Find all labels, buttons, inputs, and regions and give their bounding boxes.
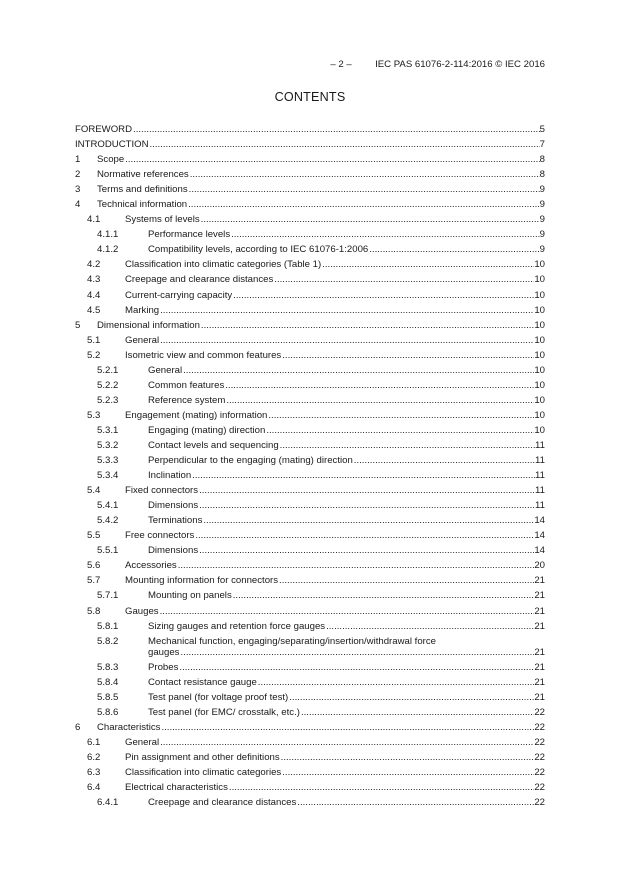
toc-entry-line xyxy=(125,528,545,543)
toc-entry-title: Contact levels and sequencing xyxy=(148,439,279,451)
toc-entry-title: Systems of levels xyxy=(125,214,200,226)
toc-entry-page: 20 xyxy=(534,560,545,572)
dot-leader xyxy=(190,167,540,182)
toc-entry-page: 10 xyxy=(534,424,545,436)
toc-entry[interactable] xyxy=(75,348,545,363)
toc-entry[interactable] xyxy=(75,588,545,603)
toc-entry[interactable] xyxy=(75,408,545,423)
toc-entry-line xyxy=(148,423,545,438)
toc-entry[interactable] xyxy=(75,750,545,765)
toc-entry-line xyxy=(148,690,545,705)
toc-entry-title: FOREWORD xyxy=(75,124,133,135)
toc-entry-page: 11 xyxy=(535,439,545,451)
toc-entry-title: Dimensions xyxy=(148,545,199,557)
toc-entry-line xyxy=(125,765,545,780)
toc-entry-title: Characteristics xyxy=(97,721,161,733)
toc-entry-title: Classification into climatic categories xyxy=(125,766,282,778)
toc-entry-title: Marking xyxy=(125,304,160,316)
toc-entry[interactable] xyxy=(75,137,545,152)
toc-entry-title: Isometric view and common features xyxy=(125,349,282,361)
dot-leader xyxy=(160,735,534,750)
dot-leader xyxy=(322,257,534,272)
toc-entry[interactable] xyxy=(75,558,545,573)
toc-entry-number: 4.1.2 xyxy=(97,244,119,256)
toc-entry-title: General xyxy=(125,736,160,748)
dot-leader xyxy=(133,122,540,137)
toc-entry-title: Gauges xyxy=(125,605,159,617)
toc-entry-page: 10 xyxy=(534,259,545,271)
toc-entry-number: 5.2.2 xyxy=(97,379,119,391)
toc-entry-number: 6.4.1 xyxy=(97,797,119,809)
toc-entry-title: Probes xyxy=(148,661,179,673)
toc-entry-number: 5.7.1 xyxy=(97,590,119,602)
toc-entry-number: 6.1 xyxy=(87,736,101,748)
toc-entry-title: Classification into climatic categories (Table 1) xyxy=(125,259,322,271)
toc-entry-number: 4.5 xyxy=(87,304,101,316)
dot-leader xyxy=(192,468,535,483)
toc-entry-number: 4 xyxy=(75,199,81,211)
toc-entry-title-continued: gauges xyxy=(148,646,180,658)
dot-leader xyxy=(160,604,535,619)
toc-entry-number: 5.1 xyxy=(87,334,101,346)
dot-leader xyxy=(199,498,535,513)
toc-entry-page: 8 xyxy=(539,169,545,181)
toc-entry[interactable] xyxy=(75,528,545,543)
toc-entry-page: 21 xyxy=(534,620,545,632)
toc-entry-page: 10 xyxy=(534,409,545,421)
toc-entry-line xyxy=(125,604,545,619)
toc-entry-title: Test panel (for voltage proof test) xyxy=(148,691,289,703)
dot-leader xyxy=(231,227,540,242)
toc-entry[interactable] xyxy=(75,619,545,634)
toc-entry-page: 21 xyxy=(534,661,545,673)
dot-leader xyxy=(180,645,534,660)
toc-entry-number: 5.8.4 xyxy=(97,676,119,688)
toc-entry-line xyxy=(125,750,545,765)
toc-entry-number: 2 xyxy=(75,169,81,181)
dot-leader xyxy=(226,393,534,408)
toc-entry-line xyxy=(97,720,545,735)
dot-leader xyxy=(201,212,540,227)
toc-entry-page: 21 xyxy=(534,575,545,587)
toc-entry-line xyxy=(148,705,545,720)
dot-leader xyxy=(229,780,534,795)
dot-leader xyxy=(233,288,534,303)
toc-entry-line xyxy=(75,137,545,152)
toc-entry-title: Fixed connectors xyxy=(125,485,199,497)
toc-entry-line xyxy=(97,167,545,182)
toc-entry-title: Dimensions xyxy=(148,500,199,512)
toc-entry-title: Dimensional information xyxy=(97,319,200,331)
toc-entry-line xyxy=(125,558,545,573)
dot-leader xyxy=(266,423,534,438)
toc-entry[interactable] xyxy=(75,303,545,318)
toc-entry[interactable] xyxy=(75,705,545,720)
toc-entry-line xyxy=(148,675,545,690)
toc-entry-number: 6 xyxy=(75,721,81,733)
dot-leader xyxy=(297,795,534,810)
toc-entry-page: 9 xyxy=(539,214,545,226)
dot-leader xyxy=(203,513,534,528)
toc-entry[interactable] xyxy=(75,573,545,588)
dot-leader xyxy=(199,483,535,498)
toc-entry-number: 4.4 xyxy=(87,289,101,301)
page-number: – 2 – xyxy=(330,59,352,70)
dot-leader xyxy=(199,543,534,558)
dot-leader xyxy=(274,272,534,287)
toc-entry-title: Terms and definitions xyxy=(97,184,188,196)
toc-entry-page: 11 xyxy=(535,455,545,467)
toc-entry-page: 14 xyxy=(534,515,545,527)
toc-entry[interactable] xyxy=(75,780,545,795)
toc-entry-line xyxy=(125,303,545,318)
toc-entry-title: Scope xyxy=(97,154,125,166)
toc-entry-page: 10 xyxy=(534,319,545,331)
toc-entry-page: 22 xyxy=(534,736,545,748)
toc-entry[interactable] xyxy=(75,498,545,513)
toc-entry-title: Accessories xyxy=(125,560,177,572)
toc-entry-page: 10 xyxy=(534,379,545,391)
dot-leader xyxy=(189,182,540,197)
toc-entry-line xyxy=(75,122,545,137)
toc-entry[interactable] xyxy=(75,513,545,528)
toc-entry-number: 5 xyxy=(75,319,81,331)
toc-entry-number: 5.4.1 xyxy=(97,500,119,512)
toc-entry[interactable] xyxy=(75,438,545,453)
toc-entry-title: Creepage and clearance distances xyxy=(125,274,274,286)
dot-leader xyxy=(225,378,534,393)
dot-leader xyxy=(369,242,539,257)
toc-entry-title: Inclination xyxy=(148,470,192,482)
toc-entry-line xyxy=(125,573,545,588)
toc-entry-page: 14 xyxy=(534,530,545,542)
toc-entry-page: 10 xyxy=(534,364,545,376)
toc-entry-number: 5.8.2 xyxy=(97,635,119,647)
toc-entry-title: General xyxy=(125,334,160,346)
toc-entry-page: 10 xyxy=(534,349,545,361)
toc-entry-number: 4.1 xyxy=(87,214,101,226)
toc-entry-number: 5.3.2 xyxy=(97,439,119,451)
dot-leader xyxy=(183,363,534,378)
toc-entry-page: 9 xyxy=(539,244,545,256)
toc-entry-number: 6.4 xyxy=(87,781,101,793)
toc-entry-title: Mounting on panels xyxy=(148,590,232,602)
dot-leader xyxy=(179,660,534,675)
toc-entry-number: 5.2.3 xyxy=(97,394,119,406)
toc-entry-page: 21 xyxy=(534,691,545,703)
toc-entry[interactable] xyxy=(75,167,545,182)
dot-leader xyxy=(282,765,534,780)
toc-entry-page: 11 xyxy=(535,470,545,482)
dot-leader xyxy=(279,573,534,588)
toc-entry-line xyxy=(148,453,545,468)
toc-entry-page: 14 xyxy=(534,545,545,557)
toc-entry-title: Pin assignment and other definitions xyxy=(125,751,280,763)
toc-entry[interactable] xyxy=(75,182,545,197)
toc-entry-title: General xyxy=(148,364,183,376)
toc-entry-number: 5.4.2 xyxy=(97,515,119,527)
dot-leader xyxy=(125,152,539,167)
dot-leader xyxy=(150,137,540,152)
dot-leader xyxy=(161,720,534,735)
dot-leader xyxy=(354,453,535,468)
toc-entry-page: 11 xyxy=(535,485,545,497)
dot-leader xyxy=(178,558,535,573)
toc-entry-line xyxy=(148,645,545,660)
toc-entry-page: 11 xyxy=(535,500,545,512)
table-of-contents xyxy=(75,122,545,810)
toc-entry-title: Contact resistance gauge xyxy=(148,676,257,688)
toc-entry-line xyxy=(97,152,545,167)
toc-entry-line xyxy=(125,272,545,287)
toc-entry-number: 5.8.3 xyxy=(97,661,119,673)
dot-leader xyxy=(281,750,535,765)
toc-entry-line xyxy=(148,513,545,528)
toc-entry-number: 4.3 xyxy=(87,274,101,286)
toc-entry-page: 21 xyxy=(534,590,545,602)
toc-entry[interactable] xyxy=(75,690,545,705)
toc-entry-page: 22 xyxy=(534,766,545,778)
toc-entry[interactable] xyxy=(75,212,545,227)
contents-title: CONTENTS xyxy=(274,90,346,104)
toc-entry-line xyxy=(148,660,545,675)
toc-entry-line xyxy=(148,619,545,634)
toc-entry-number: 4.1.1 xyxy=(97,229,119,241)
toc-entry-title: Technical information xyxy=(97,199,188,211)
toc-entry[interactable] xyxy=(75,660,545,675)
toc-entry-title: Engaging (mating) direction xyxy=(148,424,266,436)
toc-entry-title: Normative references xyxy=(97,169,189,181)
toc-entry[interactable] xyxy=(75,242,545,257)
toc-entry[interactable] xyxy=(75,227,545,242)
toc-entry-line xyxy=(97,318,545,333)
toc-entry-page: 10 xyxy=(534,394,545,406)
toc-entry-title: Perpendicular to the engaging (mating) direction xyxy=(148,455,353,467)
toc-entry-line xyxy=(148,363,545,378)
toc-entry-number: 5.5.1 xyxy=(97,545,119,557)
toc-entry-page: 10 xyxy=(534,274,545,286)
toc-entry[interactable] xyxy=(75,152,545,167)
toc-entry-number: 5.4 xyxy=(87,485,101,497)
toc-entry-line xyxy=(148,468,545,483)
toc-entry-page: 22 xyxy=(534,721,545,733)
toc-entry-number: 5.3.3 xyxy=(97,455,119,467)
toc-entry-title: Common features xyxy=(148,379,225,391)
toc-entry-line xyxy=(125,408,545,423)
toc-entry-line xyxy=(125,288,545,303)
dot-leader xyxy=(326,619,534,634)
toc-entry-page: 21 xyxy=(534,605,545,617)
toc-entry[interactable] xyxy=(75,483,545,498)
toc-entry-title: Mounting information for connectors xyxy=(125,575,279,587)
toc-entry-line xyxy=(148,393,545,408)
toc-entry-line xyxy=(148,242,545,257)
toc-entry[interactable] xyxy=(75,197,545,212)
toc-entry-title: Test panel (for EMC/ crosstalk, etc.) xyxy=(148,706,300,718)
toc-entry[interactable] xyxy=(75,720,545,735)
toc-entry-line xyxy=(125,483,545,498)
toc-entry-number: 5.8.1 xyxy=(97,620,119,632)
toc-entry[interactable] xyxy=(75,604,545,619)
toc-entry-number: 5.7 xyxy=(87,575,101,587)
toc-entry-title: Engagement (mating) information xyxy=(125,409,268,421)
toc-entry-line xyxy=(125,348,545,363)
toc-entry-number: 1 xyxy=(75,154,81,166)
toc-entry-number: 6.2 xyxy=(87,751,101,763)
toc-entry-number: 6.3 xyxy=(87,766,101,778)
toc-entry-number: 5.8.5 xyxy=(97,691,119,703)
toc-entry[interactable] xyxy=(75,634,545,660)
page-header xyxy=(330,59,545,70)
toc-entry-title: Sizing gauges and retention force gauges xyxy=(148,620,326,632)
toc-entry-page: 10 xyxy=(534,289,545,301)
toc-entry-page: 9 xyxy=(539,199,545,211)
toc-entry[interactable] xyxy=(75,468,545,483)
dot-leader xyxy=(258,675,535,690)
toc-entry-number: 5.8 xyxy=(87,605,101,617)
toc-entry-page: 5 xyxy=(539,124,545,135)
toc-entry-page: 8 xyxy=(539,154,545,166)
toc-entry-line xyxy=(148,498,545,513)
toc-entry-title: Terminations xyxy=(148,515,203,527)
toc-entry[interactable] xyxy=(75,453,545,468)
toc-entry[interactable] xyxy=(75,333,545,348)
toc-entry-line xyxy=(97,197,545,212)
toc-entry[interactable] xyxy=(75,543,545,558)
toc-entry-number: 5.3.4 xyxy=(97,470,119,482)
dot-leader xyxy=(201,318,534,333)
toc-entry-page: 10 xyxy=(534,334,545,346)
toc-entry-title: Mechanical function, engaging/separating/insertion/withdrawal force xyxy=(148,635,436,647)
toc-entry-line xyxy=(148,588,545,603)
toc-entry-title: Compatibility levels, according to IEC 61076-1:2006 xyxy=(148,244,369,256)
toc-entry[interactable] xyxy=(75,393,545,408)
toc-entry-page: 21 xyxy=(534,646,545,658)
dot-leader xyxy=(280,438,535,453)
toc-entry-line xyxy=(148,227,545,242)
toc-entry-number: 5.6 xyxy=(87,560,101,572)
toc-entry[interactable] xyxy=(75,363,545,378)
toc-entry-page: 7 xyxy=(539,139,545,151)
toc-entry-line xyxy=(125,257,545,272)
toc-entry-page: 22 xyxy=(534,797,545,809)
toc-entry[interactable] xyxy=(75,795,545,810)
toc-entry-line xyxy=(125,333,545,348)
toc-entry-number: 5.3.1 xyxy=(97,424,119,436)
toc-entry-page: 22 xyxy=(534,751,545,763)
toc-entry-title: INTRODUCTION xyxy=(75,139,149,151)
toc-entry-page: 9 xyxy=(539,229,545,241)
dot-leader xyxy=(195,528,534,543)
toc-entry-number: 3 xyxy=(75,184,81,196)
toc-entry-page: 22 xyxy=(534,781,545,793)
toc-entry-number: 5.8.6 xyxy=(97,706,119,718)
toc-entry-line xyxy=(148,795,545,810)
toc-entry-line xyxy=(97,182,545,197)
toc-entry-title: Reference system xyxy=(148,394,226,406)
toc-entry-page: 9 xyxy=(539,184,545,196)
dot-leader xyxy=(233,588,535,603)
toc-entry-line xyxy=(125,212,545,227)
dot-leader xyxy=(289,690,534,705)
toc-entry[interactable] xyxy=(75,122,545,137)
toc-entry[interactable] xyxy=(75,318,545,333)
toc-entry-line xyxy=(148,438,545,453)
dot-leader xyxy=(268,408,534,423)
toc-entry-title: Current-carrying capacity xyxy=(125,289,233,301)
toc-entry-page: 22 xyxy=(534,706,545,718)
toc-entry-line xyxy=(125,780,545,795)
document-reference: IEC PAS 61076-2-114:2016 © IEC 2016 xyxy=(375,59,545,70)
toc-entry-number: 5.5 xyxy=(87,530,101,542)
toc-entry-page: 21 xyxy=(534,676,545,688)
toc-entry[interactable] xyxy=(75,735,545,750)
dot-leader xyxy=(282,348,534,363)
toc-entry-title: Creepage and clearance distances xyxy=(148,797,297,809)
dot-leader xyxy=(160,303,534,318)
toc-entry-title: Electrical characteristics xyxy=(125,781,228,793)
toc-entry-line xyxy=(148,543,545,558)
toc-entry-number: 5.3 xyxy=(87,409,101,421)
toc-entry[interactable] xyxy=(75,675,545,690)
toc-entry-number: 5.2 xyxy=(87,349,101,361)
toc-entry[interactable] xyxy=(75,765,545,780)
toc-entry-line xyxy=(148,378,545,393)
toc-entry-title: Performance levels xyxy=(148,229,231,241)
toc-entry[interactable] xyxy=(75,257,545,272)
toc-entry[interactable] xyxy=(75,378,545,393)
dot-leader xyxy=(188,197,540,212)
dot-leader xyxy=(301,705,534,720)
dot-leader xyxy=(160,333,534,348)
toc-entry[interactable] xyxy=(75,288,545,303)
toc-entry[interactable] xyxy=(75,272,545,287)
toc-entry[interactable] xyxy=(75,423,545,438)
toc-entry-number: 5.2.1 xyxy=(97,364,119,376)
toc-entry-number: 4.2 xyxy=(87,259,101,271)
toc-entry-title: Free connectors xyxy=(125,530,195,542)
toc-entry-page: 10 xyxy=(534,304,545,316)
toc-entry-line xyxy=(125,735,545,750)
